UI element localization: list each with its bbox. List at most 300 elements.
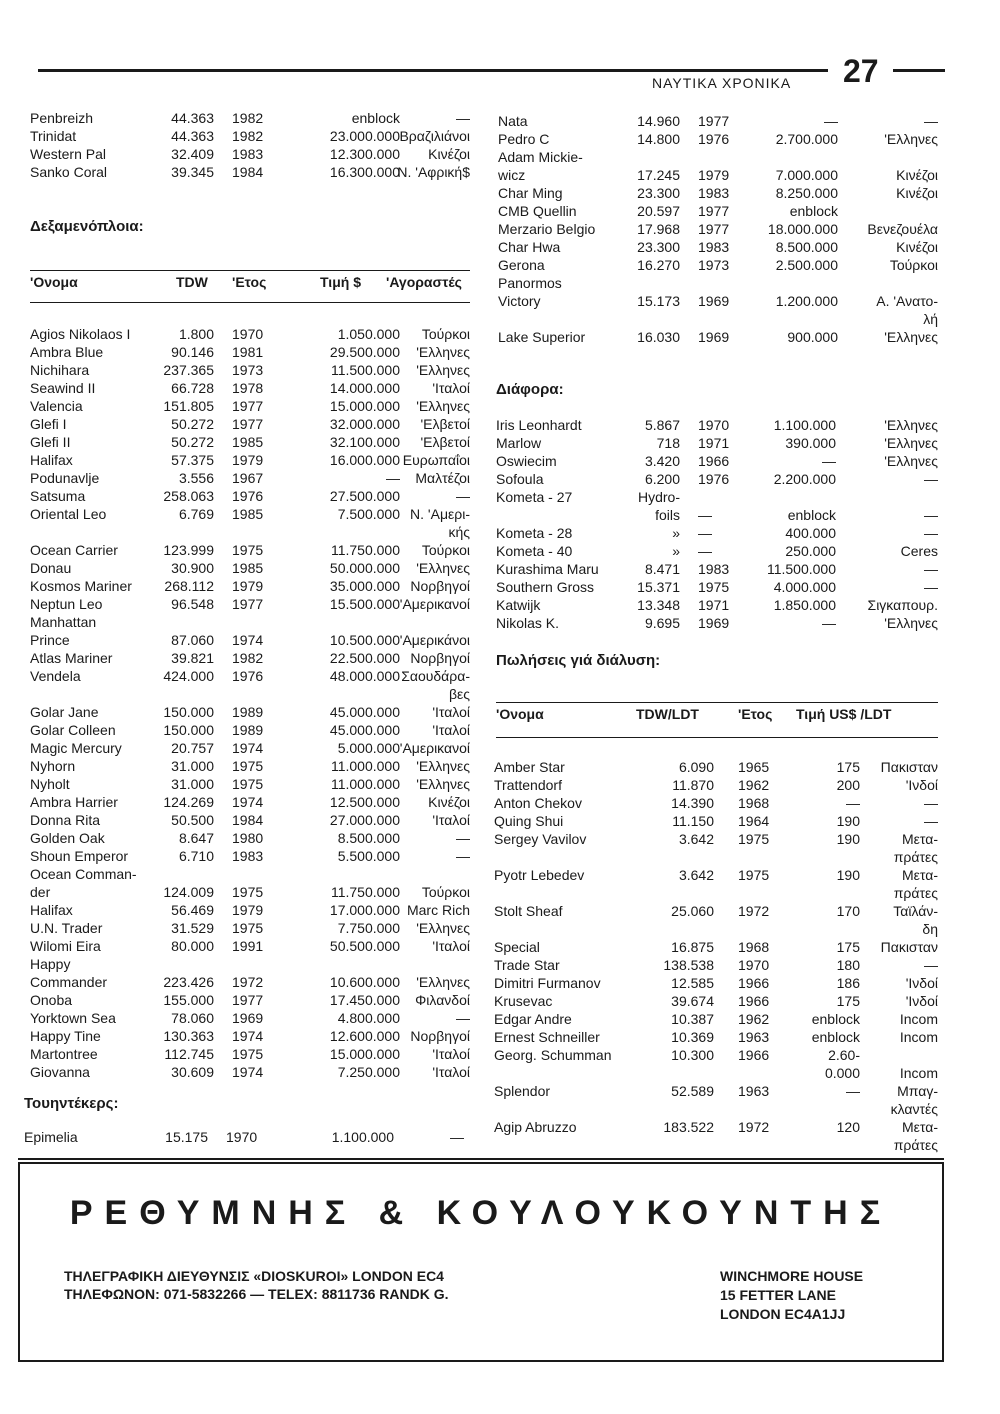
tdw-cell: 15.173 (637, 293, 680, 309)
vessel-name-cell: Halifax (30, 452, 73, 468)
tdw-cell: 5.867 (644, 417, 680, 433)
buyer-cell: 'Ινδοί (905, 975, 938, 991)
buyer-cell: 'Ελληνες (416, 344, 470, 360)
vessel-name-cell: Panormos (498, 275, 562, 291)
buyer-cell: — (456, 848, 470, 864)
tankers-heading: Δεξαμενόπλοια: (30, 218, 144, 235)
tdw-cell: 14.800 (637, 131, 680, 147)
year-cell: 1974 (232, 794, 264, 810)
year-cell: 1984 (232, 164, 264, 180)
table-row (30, 433, 470, 451)
vessel-name-cell: Epimelia (24, 1129, 78, 1145)
year-cell: 1974 (232, 1064, 264, 1080)
vessel-name-cell: Donau (30, 560, 72, 576)
vessel-name-cell: Pyotr Lebedev (494, 867, 585, 883)
vessel-name-cell: Nyhorn (30, 758, 76, 774)
year-cell: 1974 (232, 1028, 264, 1044)
table-row (494, 902, 938, 920)
vessel-name-cell: Krusevac (494, 993, 553, 1009)
year-cell: 1966 (738, 975, 770, 991)
buyer-cell: πράτες (893, 1137, 938, 1153)
tdw-cell: 424.000 (163, 668, 214, 684)
price-cell: 1.050.000 (337, 326, 400, 342)
table-row (30, 145, 470, 163)
buyer-cell: 'Ιταλοί (432, 1046, 470, 1062)
year-cell: 1982 (232, 650, 264, 666)
year-cell: 1983 (232, 848, 264, 864)
header-rule-left (38, 69, 828, 72)
year-cell: 1975 (738, 867, 770, 883)
buyer-cell: 'Ελληνες (884, 329, 938, 345)
price-cell: 48.000.000 (329, 668, 400, 684)
buyer-cell: Ευρωπαΐοι (402, 452, 470, 468)
price-cell: 27.500.000 (329, 488, 400, 504)
buyer-cell: Κινέζοι (896, 239, 938, 255)
buyer-cell: βες (448, 686, 470, 702)
buyer-cell: 'Ελληνες (416, 920, 470, 936)
tankers-header-top-rule (30, 270, 470, 271)
price-cell: 1.850.000 (773, 597, 836, 613)
buyer-cell: κλαντές (890, 1101, 938, 1117)
buyer-cell: Τούρκοι (889, 257, 938, 273)
tdw-cell: 138.538 (663, 957, 714, 973)
tdw-cell: 6.769 (178, 506, 214, 522)
tdw-cell: 8.647 (178, 830, 214, 846)
table-row (30, 631, 470, 649)
buyer-cell: 'Αμερικανοί (399, 596, 470, 612)
vessel-name-cell: Gerona (498, 257, 545, 273)
table-row (498, 256, 938, 274)
table-row (30, 541, 470, 559)
tdw-cell: 10.369 (671, 1029, 714, 1045)
vessel-name-cell: Adam Mickie- (498, 149, 583, 165)
year-cell: 1968 (738, 939, 770, 955)
price-cell: 17.450.000 (329, 992, 400, 1008)
vessel-name-cell: Glefi II (30, 434, 71, 450)
tdw-cell: 31.529 (171, 920, 214, 936)
price-cell: enblock (787, 507, 836, 523)
tdw-cell: 718 (656, 435, 680, 451)
tdw-cell: 12.585 (671, 975, 714, 991)
price-cell: 16.000.000 (329, 452, 400, 468)
price-cell: 2.700.000 (775, 131, 838, 147)
table-row (30, 361, 470, 379)
table-row (496, 578, 938, 596)
price-cell: 190 (836, 831, 860, 847)
buyer-cell: Πακισταν (880, 939, 938, 955)
tdw-cell: 32.409 (171, 146, 214, 162)
price-cell: 5.500.000 (337, 848, 400, 864)
tdw-cell: 44.363 (171, 110, 214, 126)
price-cell: 45.000.000 (329, 704, 400, 720)
year-cell: 1973 (232, 362, 264, 378)
vessel-name-cell: Marlow (496, 435, 542, 451)
tdw-cell: 31.000 (171, 776, 214, 792)
table-row (494, 920, 938, 938)
vessel-name-cell: Sanko Coral (30, 164, 108, 180)
vessel-name-cell: Georg. Schumman (494, 1047, 612, 1063)
vessel-name-cell: Vendela (30, 668, 81, 684)
table-row (30, 649, 470, 667)
vessel-name-cell: Manhattan (30, 614, 97, 630)
tdw-cell: 223.426 (163, 974, 214, 990)
price-cell: 18.000.000 (767, 221, 838, 237)
buyer-cell: Νορβηγοί (410, 1028, 470, 1044)
vessel-name-cell: Ambra Blue (30, 344, 104, 360)
price-cell: 32.000.000 (329, 416, 400, 432)
vessel-name-cell: Yorktown Sea (30, 1010, 116, 1026)
price-cell: 2.200.000 (773, 471, 836, 487)
buyer-cell: Α. 'Ανατο- (876, 293, 938, 309)
scrap-col-name-header: 'Ονομα (496, 706, 544, 722)
tdw-cell: 78.060 (171, 1010, 214, 1026)
table-row (30, 703, 470, 721)
buyer-cell: Κινέζοι (428, 794, 470, 810)
tdw-cell: 11.150 (672, 813, 714, 829)
table-row (498, 238, 938, 256)
price-cell: — (822, 615, 836, 631)
table-row (30, 325, 470, 343)
tdw-cell: 90.146 (171, 344, 214, 360)
table-row (30, 397, 470, 415)
year-cell: 1975 (232, 542, 264, 558)
table-row (30, 865, 470, 883)
table-row (498, 130, 938, 148)
price-cell: — (824, 113, 838, 129)
tdw-cell: 237.365 (163, 362, 214, 378)
table-row (494, 812, 938, 830)
buyer-cell: 'Ελληνες (884, 131, 938, 147)
year-cell: 1985 (232, 506, 264, 522)
vessel-name-cell: Western Pal (30, 146, 106, 162)
table-row (496, 596, 938, 614)
vessel-name-cell: Giovanna (30, 1064, 90, 1080)
table-row (30, 955, 470, 973)
buyer-cell: 'Ιταλοί (432, 380, 470, 396)
year-cell: 1991 (232, 938, 264, 954)
tdw-cell: 44.363 (171, 128, 214, 144)
vessel-name-cell: Oswiecim (496, 453, 557, 469)
tdw-cell: 17.245 (637, 167, 680, 183)
buyer-cell: — (924, 579, 938, 595)
price-cell: 4.000.000 (773, 579, 836, 595)
col-price-header: Τιμή $ (320, 274, 361, 290)
buyer-cell: κής (448, 524, 470, 540)
table-row (30, 451, 470, 469)
year-cell: 1965 (738, 759, 770, 775)
price-cell: 5.000.000 (337, 740, 400, 756)
col-buyers-header: 'Αγοραστές (386, 274, 462, 290)
tdw-cell: 1.800 (178, 326, 214, 342)
buyer-cell: Φιλανδοί (415, 992, 470, 1008)
year-cell: — (698, 507, 712, 523)
table-row (30, 595, 470, 613)
buyer-cell: πράτες (893, 885, 938, 901)
year-cell: 1975 (232, 884, 264, 900)
table-row (24, 1128, 470, 1146)
vessel-name-cell: Lake Superior (498, 329, 586, 345)
tdw-cell: 31.000 (171, 758, 214, 774)
vessel-name-cell: CMB Quellin (498, 203, 577, 219)
scrap-header-top-rule (496, 702, 938, 703)
price-cell: 400.000 (785, 525, 836, 541)
tdw-cell: 20.597 (637, 203, 680, 219)
year-cell: 1963 (738, 1029, 770, 1045)
vessel-name-cell: Prince (30, 632, 70, 648)
price-cell: 900.000 (787, 329, 838, 345)
advert-company-name: ΡΕΘΥΜΝΗΣ & ΚΟΥΛΟΥΚΟΥΝΤΗΣ (69, 1194, 893, 1232)
tdw-cell: 50.500 (171, 812, 214, 828)
price-cell: 12.300.000 (329, 146, 400, 162)
year-cell: 1979 (232, 902, 264, 918)
buyer-cell: Πακισταν (880, 759, 938, 775)
price-cell: 15.500.000 (329, 596, 400, 612)
table-row (30, 685, 470, 703)
table-row (494, 1064, 938, 1082)
table-row (494, 1010, 938, 1028)
tdw-cell: 150.000 (163, 704, 214, 720)
year-cell: 1979 (232, 578, 264, 594)
price-cell: — (386, 470, 400, 486)
year-cell: 1975 (232, 776, 264, 792)
buyer-cell: Μπαγ- (897, 1083, 938, 1099)
buyer-cell: 'Αμερικάνοι (399, 632, 470, 648)
vessel-name-cell: Neptun Leo (30, 596, 103, 612)
price-cell: 190 (836, 867, 860, 883)
advert-telegraph-line: ΤΗΛΕΓΡΑΦΙΚΗ ΔΙΕΥΘΥΝΣΙΣ «DIOSKUROI» LONDON EC4 (64, 1268, 444, 1284)
table-row (494, 830, 938, 848)
buyer-cell: Νορβηγοί (410, 650, 470, 666)
price-cell: 14.000.000 (329, 380, 400, 396)
vessel-name-cell: Nyholt (30, 776, 70, 792)
year-cell: 1969 (698, 293, 730, 309)
tdw-cell: 56.469 (171, 902, 214, 918)
tdw-cell: 258.063 (163, 488, 214, 504)
vessel-name-cell: Donna Rita (30, 812, 101, 828)
vessel-name-cell: Victory (498, 293, 541, 309)
year-cell: 1970 (226, 1129, 258, 1145)
page-number: 27 (843, 53, 879, 89)
table-row (498, 112, 938, 130)
right-top-table (498, 112, 938, 346)
tdw-cell: 11.870 (672, 777, 714, 793)
table-row (30, 487, 470, 505)
vessel-name-cell: Special (494, 939, 540, 955)
advert-address-line-2: 15 FETTER LANE (720, 1287, 836, 1303)
vessel-name-cell: Valencia (30, 398, 83, 414)
price-cell: 15.000.000 (329, 398, 400, 414)
table-row (496, 470, 938, 488)
table-row (496, 524, 938, 542)
year-cell: 1984 (232, 812, 264, 828)
vessel-name-cell: Golar Jane (30, 704, 99, 720)
vessel-name-cell: Iris Leonhardt (496, 417, 582, 433)
buyer-cell: Incom (899, 1065, 938, 1081)
col-tdw-header: TDW (176, 274, 208, 290)
year-cell: 1971 (698, 435, 730, 451)
year-cell: 1972 (738, 903, 770, 919)
table-row (498, 166, 938, 184)
buyer-cell: 'Ελληνες (416, 398, 470, 414)
buyer-cell: 'Ελληνες (416, 974, 470, 990)
table-row (494, 992, 938, 1010)
misc-heading: Διάφορα: (496, 381, 564, 398)
year-cell: 1975 (698, 579, 730, 595)
year-cell: 1977 (232, 398, 264, 414)
table-row (30, 343, 470, 361)
vessel-name-cell: U.N. Trader (30, 920, 103, 936)
price-cell: 10.500.000 (329, 632, 400, 648)
price-cell: 0.000 (824, 1065, 860, 1081)
buyer-cell: Incom (899, 1029, 938, 1045)
buyer-cell: 'Ελληνες (416, 776, 470, 792)
price-cell: 12.500.000 (329, 794, 400, 810)
tdw-cell: foils (655, 507, 680, 523)
buyer-cell: 'Ελληνες (884, 417, 938, 433)
year-cell: 1977 (698, 203, 730, 219)
vessel-name-cell: Golden Oak (30, 830, 105, 846)
vessel-name-cell: Quing Shui (494, 813, 564, 829)
buyer-cell: Μετα- (902, 1119, 938, 1135)
year-cell: 1969 (698, 615, 730, 631)
buyer-cell: — (924, 113, 938, 129)
buyer-cell: Βραζιλιάνοι (399, 128, 470, 144)
buyer-cell: Βενεζουέλα (867, 221, 938, 237)
table-row (30, 793, 470, 811)
buyer-cell: Κινέζοι (896, 185, 938, 201)
table-row (494, 1100, 938, 1118)
vessel-name-cell: Amber Star (494, 759, 565, 775)
buyer-cell: Incom (899, 1011, 938, 1027)
buyer-cell: — (456, 488, 470, 504)
buyer-cell: 'Ελληνες (884, 453, 938, 469)
year-cell: 1974 (232, 740, 264, 756)
table-row (494, 1046, 938, 1064)
buyer-cell: Ceres (900, 543, 938, 559)
price-cell: 50.500.000 (329, 938, 400, 954)
year-cell: 1989 (232, 704, 264, 720)
price-cell: 23.000.000 (329, 128, 400, 144)
tdw-cell: 150.000 (163, 722, 214, 738)
price-cell: 11.500.000 (766, 561, 836, 577)
year-cell: 1982 (232, 110, 264, 126)
price-cell: 16.300.000 (329, 164, 400, 180)
price-cell: 35.000.000 (329, 578, 400, 594)
table-row (30, 379, 470, 397)
price-cell: enblock (789, 203, 838, 219)
vessel-name-cell: Atlas Mariner (30, 650, 113, 666)
year-cell: 1979 (232, 452, 264, 468)
year-cell: 1983 (698, 239, 730, 255)
price-cell: 10.600.000 (329, 974, 400, 990)
vessel-name-cell: Katwijk (496, 597, 541, 613)
table-row (30, 901, 470, 919)
price-cell: enblock (351, 110, 400, 126)
buyer-cell: 'Ελληνες (884, 435, 938, 451)
table-row (498, 310, 938, 328)
tdw-cell: 130.363 (163, 1028, 214, 1044)
buyer-cell: Τούρκοι (421, 542, 470, 558)
table-row (30, 1063, 470, 1081)
vessel-name-cell: Stolt Sheaf (494, 903, 563, 919)
tdw-cell: 23.300 (637, 185, 680, 201)
table-row (30, 847, 470, 865)
vessel-name-cell: Satsuma (30, 488, 86, 504)
table-row (30, 919, 470, 937)
year-cell: 1966 (698, 453, 730, 469)
price-cell: 11.750.000 (330, 542, 400, 558)
table-row (494, 758, 938, 776)
table-row (494, 866, 938, 884)
year-cell: 1968 (738, 795, 770, 811)
price-cell: 175 (836, 993, 860, 1009)
tdw-cell: 20.757 (171, 740, 214, 756)
price-cell: 7.500.000 (337, 506, 400, 522)
buyer-cell: — (456, 830, 470, 846)
year-cell: 1982 (232, 128, 264, 144)
table-row (496, 452, 938, 470)
tdw-cell: 23.300 (637, 239, 680, 255)
buyer-cell: Νορβηγοί (410, 578, 470, 594)
table-row (494, 848, 938, 866)
year-cell: 1975 (232, 920, 264, 936)
year-cell: 1978 (232, 380, 264, 396)
table-row (30, 991, 470, 1009)
table-row (30, 883, 470, 901)
price-cell: 8.500.000 (775, 239, 838, 255)
price-cell: 190 (836, 813, 860, 829)
year-cell: 1977 (232, 596, 264, 612)
vessel-name-cell: Kometa - 27 (496, 489, 573, 505)
table-row (498, 292, 938, 310)
table-row (498, 274, 938, 292)
buyer-cell: λή (923, 311, 938, 327)
year-cell: 1976 (698, 471, 730, 487)
year-cell: 1972 (232, 974, 264, 990)
table-row (494, 1136, 938, 1154)
buyer-cell: — (450, 1129, 464, 1145)
vessel-name-cell: Magic Mercury (30, 740, 122, 756)
journal-title: ΝΑΥΤΙΚΑ ΧΡΟΝΙΚΑ (652, 75, 792, 91)
table-row (30, 505, 470, 523)
buyer-cell: — (924, 507, 938, 523)
table-row (494, 1082, 938, 1100)
tdw-cell: 52.589 (671, 1083, 714, 1099)
year-cell: 1980 (232, 830, 264, 846)
table-row (30, 577, 470, 595)
tdw-cell: 6.200 (644, 471, 680, 487)
tdw-cell: 96.548 (171, 596, 214, 612)
vessel-name-cell: Trattendorf (494, 777, 562, 793)
year-cell: 1975 (738, 831, 770, 847)
price-cell: 120 (836, 1119, 860, 1135)
buyer-cell: Τούρκοι (421, 326, 470, 342)
buyer-cell: — (456, 1010, 470, 1026)
price-cell: 8.500.000 (337, 830, 400, 846)
tdw-cell: 16.875 (671, 939, 714, 955)
vessel-name-cell: wicz (498, 167, 526, 183)
year-cell: 1977 (698, 113, 730, 129)
vessel-name-cell: Happy (30, 956, 71, 972)
buyer-cell: 'Ελληνες (884, 615, 938, 631)
year-cell: 1970 (232, 326, 264, 342)
vessel-name-cell: Halifax (30, 902, 73, 918)
advert-address-line-3: LONDON EC4A1JJ (720, 1306, 846, 1322)
vessel-name-cell: Char Ming (498, 185, 563, 201)
table-row (494, 1118, 938, 1136)
left-top-table (30, 109, 470, 181)
price-cell: 2.500.000 (775, 257, 838, 273)
